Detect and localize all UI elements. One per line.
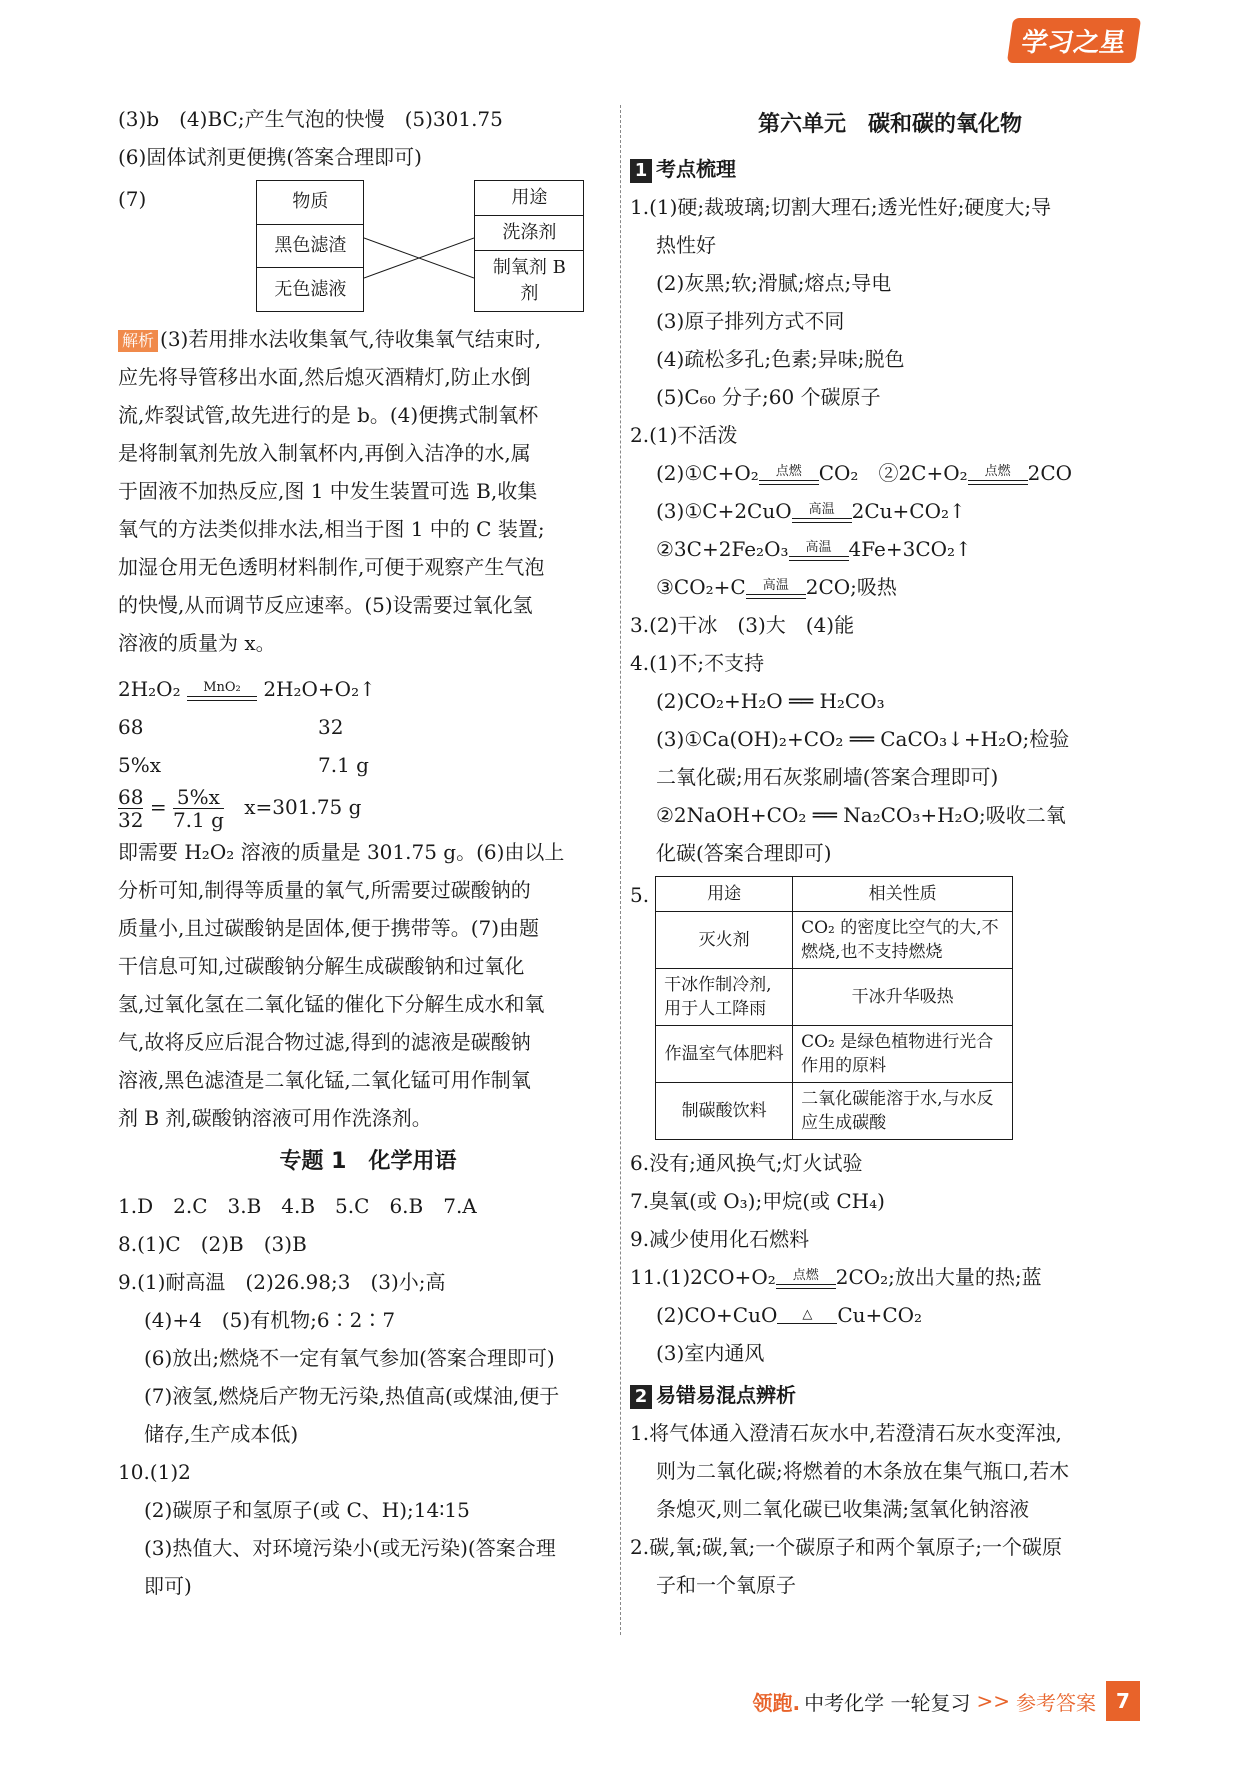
- equation: 11.(1)2CO+O₂ 点燃 2CO₂;放出大量的热;蓝: [630, 1265, 1042, 1289]
- answer-line: (6)固体试剂更便携(答案合理即可): [118, 145, 422, 169]
- ratio-row: 68 32: [118, 715, 344, 739]
- answer-line: (5)C₆₀ 分子;60 个碳原子: [656, 385, 881, 409]
- answer-line: 6.没有;通风换气;灯火试验: [630, 1151, 863, 1175]
- table-cell: 灭火剂: [656, 912, 793, 969]
- answer-line: 1.(1)硬;裁玻璃;切割大理石;透光性好;硬度大;导: [630, 195, 1052, 219]
- analysis-text: 即需要 H₂O₂ 溶液的质量是 301.75 g。(6)由以上: [118, 840, 565, 864]
- page-number: 7: [1106, 1681, 1140, 1721]
- analysis-block: [118, 320, 618, 662]
- answer-line: (7)液氢,燃烧后产物无污染,热值高(或煤油,便于: [144, 1384, 560, 1408]
- analysis-text: 的快慢,从而调节反应速率。(5)设需要过氧化氢: [118, 593, 533, 617]
- answer-line: 2.碳,氧;碳,氧;一个碳原子和两个氧原子;一个碳原: [630, 1535, 1063, 1559]
- brand-logo: 学习之星: [1007, 18, 1141, 63]
- equation-left: 2H₂O₂: [118, 677, 181, 701]
- answer-line: 1.将气体通入澄清石灰水中,若澄清石灰水变浑浊,: [630, 1421, 1062, 1445]
- co2-usage-table: [655, 876, 1013, 1140]
- table-cell: 洗涤剂: [475, 216, 584, 251]
- section-heading: 1 考点梳理: [630, 150, 1150, 188]
- footer-section: 参考答案: [1016, 1690, 1096, 1715]
- table-cell: 作温室气体肥料: [656, 1026, 793, 1083]
- usage-table: [474, 180, 584, 312]
- analysis-text: 于固液不加热反应,图 1 中发生装置可选 B,收集: [118, 479, 538, 503]
- answer-line: (3)热值大、对环境污染小(或无污染)(答案合理: [144, 1536, 556, 1560]
- answer-line: (2)CO₂+H₂O ══ H₂CO₃: [656, 689, 885, 713]
- analysis-text: 分析可知,制得等质量的氧气,所需要过碳酸钠的: [118, 878, 531, 902]
- table-cell: 二氧化碳能溶于水,与水反应生成碳酸: [793, 1083, 1013, 1140]
- analysis-tag: 解析: [118, 330, 158, 352]
- table-cell: 干冰作制冷剂,用于人工降雨: [656, 969, 793, 1026]
- table-cell: CO₂ 的密度比空气的大,不燃烧,也不支持燃烧: [793, 912, 1013, 969]
- analysis-text: 溶液的质量为 x。: [118, 631, 276, 655]
- matching-lines: [364, 220, 474, 300]
- table-header: 用途: [656, 877, 793, 912]
- answer-line: ②2NaOH+CO₂ ══ Na₂CO₃+H₂O;吸收二氧: [656, 803, 1066, 827]
- answer-line: (3)室内通风: [656, 1341, 765, 1365]
- answer-line: 9.减少使用化石燃料: [630, 1227, 810, 1251]
- answer-line: (2)灰黑;软;滑腻;熔点;导电: [656, 271, 892, 295]
- analysis-text: 剂 B 剂,碳酸钠溶液可用作洗涤剂。: [118, 1106, 432, 1130]
- answer-line: 二氧化碳;用石灰浆刷墙(答案合理即可): [656, 765, 999, 789]
- analysis-text: 氧气的方法类似排水法,相当于图 1 中的 C 装置;: [118, 517, 545, 541]
- analysis-text: 加湿仓用无色透明材料制作,可便于观察产生气泡: [118, 555, 545, 579]
- equation: ③CO₂+C 高温 2CO;吸热: [656, 575, 897, 599]
- table-header: 相关性质: [793, 877, 1013, 912]
- footer-arrow: >>: [976, 1689, 1010, 1713]
- answer-line: (2)碳原子和氢原子(或 C、H);14∶15: [144, 1498, 470, 1522]
- table-cell: 干冰升华吸热: [793, 969, 1013, 1026]
- answer-line: 3.(2)干冰 (3)大 (4)能: [630, 613, 855, 637]
- equation: ②3C+2Fe₂O₃ 高温 4Fe+3CO₂↑: [656, 537, 972, 561]
- footer-title: 中考化学 一轮复习: [804, 1690, 971, 1715]
- answer-line: 8.(1)C (2)B (3)B: [118, 1232, 307, 1256]
- answer-label: 5.: [630, 883, 650, 907]
- equation-condition: MnO₂: [187, 681, 257, 701]
- answer-label: (7): [118, 187, 147, 211]
- answer-line: 则为二氧化碳;将燃着的木条放在集气瓶口,若木: [656, 1459, 1070, 1483]
- answer-line: 4.(1)不;不支持: [630, 651, 765, 675]
- answer-line: (6)放出;燃烧不一定有氧气参加(答案合理即可): [144, 1346, 555, 1370]
- table-cell: 黑色滤渣: [257, 224, 364, 268]
- answer-line: 储存,生产成本低): [144, 1422, 299, 1446]
- equation: [118, 670, 618, 708]
- answer-line: 化碳(答案合理即可): [656, 841, 832, 865]
- analysis-text: 气,故将反应后混合物过滤,得到的滤液是碳酸钠: [118, 1030, 531, 1054]
- equation: (2)CO+CuO △ Cu+CO₂: [656, 1303, 923, 1327]
- analysis-text: 溶液,黑色滤渣是二氧化锰,二氧化锰可用作制氧: [118, 1068, 531, 1092]
- answer-line: (4)+4 (5)有机物;6∶2∶7: [144, 1308, 396, 1332]
- footer-brand: 领跑.: [752, 1690, 801, 1715]
- table-cell: 无色滤液: [257, 268, 364, 312]
- topic-heading: 专题 1 化学用语: [279, 1149, 457, 1174]
- analysis-text: (3)若用排水法收集氧气,待收集氧气结束时,: [160, 327, 542, 351]
- analysis-text: 氢,过氧化氢在二氧化锰的催化下分解生成水和氧: [118, 992, 545, 1016]
- analysis-text: 质量小,且过碳酸钠是固体,便于携带等。(7)由题: [118, 916, 540, 940]
- answer-line: (4)疏松多孔;色素;异味;脱色: [656, 347, 905, 371]
- answer-line: (3)①Ca(OH)₂+CO₂ ══ CaCO₃↓+H₂O;检验: [656, 727, 1070, 751]
- answer-line: (3)原子排列方式不同: [656, 309, 845, 333]
- table-cell: 制氧剂 B 剂: [475, 251, 584, 312]
- analysis-text: 干信息可知,过碳酸钠分解生成碳酸钠和过氧化: [118, 954, 525, 978]
- answer-line: 即可): [144, 1574, 192, 1598]
- analysis-text: 流,炸裂试管,故先进行的是 b。(4)便携式制氧杯: [118, 403, 539, 427]
- section-badge: 2: [630, 1385, 652, 1409]
- answer-line: 热性好: [656, 233, 716, 257]
- answer-line: (3)b (4)BC;产生气泡的快慢 (5)301.75: [118, 107, 503, 131]
- left-column: [118, 100, 618, 1605]
- table-cell: CO₂ 是绿色植物进行光合作用的原料: [793, 1026, 1013, 1083]
- answer-line: 7.臭氧(或 O₃);甲烷(或 CH₄): [630, 1189, 885, 1213]
- section-badge: 1: [630, 159, 652, 183]
- answer-line: 条熄灭,则二氧化碳已收集满;氢氧化钠溶液: [656, 1497, 1030, 1521]
- answer-line: 子和一个氧原子: [656, 1573, 796, 1597]
- page-footer: [753, 1681, 1140, 1721]
- substance-table: [256, 180, 364, 312]
- right-column: [630, 100, 1150, 1604]
- analysis-text: 应先将导管移出水面,然后熄灭酒精灯,防止水倒: [118, 365, 531, 389]
- answer-line: 10.(1)2: [118, 1460, 191, 1484]
- answer-line: 9.(1)耐高温 (2)26.98;3 (3)小;高: [118, 1270, 446, 1294]
- equation-right: 2H₂O+O₂↑: [263, 677, 376, 701]
- column-divider: [620, 105, 621, 1635]
- proportion: $\frac{68}{32}$ = $\frac{5\%x}{7.1 g}$ x=301.75 g: [118, 785, 362, 832]
- equation: (3)①C+2CuO 高温 2Cu+CO₂↑: [656, 499, 966, 523]
- analysis-text: 是将制氧剂先放入制氧杯内,再倒入洁净的水,属: [118, 441, 531, 465]
- answer-line: 1.D 2.C 3.B 4.B 5.C 6.B 7.A: [118, 1194, 477, 1218]
- table-header: 物质: [257, 181, 364, 225]
- ratio-row: 5%x 7.1 g: [118, 753, 369, 777]
- table-cell: 制碳酸饮料: [656, 1083, 793, 1140]
- equation: (2)①C+O₂ 点燃 CO₂ ②2C+O₂ 点燃 2CO: [656, 461, 1073, 485]
- section-heading: 2 易错易混点辨析: [630, 1376, 1150, 1414]
- matching-diagram: [118, 180, 618, 312]
- table-header: 用途: [475, 181, 584, 216]
- answer-line: 2.(1)不活泼: [630, 423, 738, 447]
- unit-heading: 第六单元 碳和碳的氧化物: [757, 112, 1022, 137]
